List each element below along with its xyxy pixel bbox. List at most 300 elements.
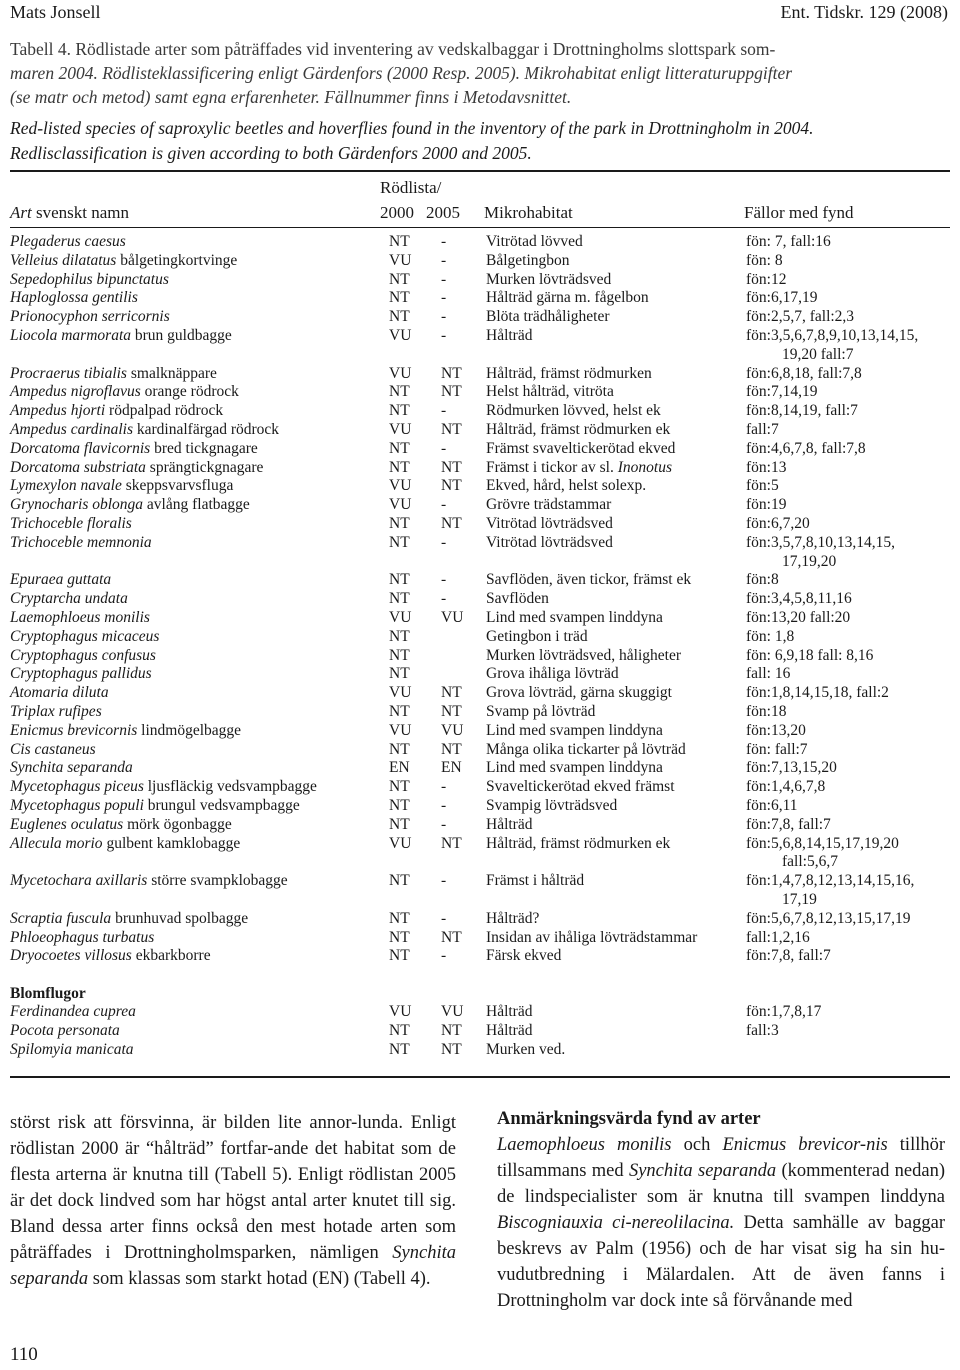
redlist-2005-cell: EN bbox=[441, 759, 462, 777]
redlist-2005-cell: NT bbox=[441, 703, 462, 720]
species-scientific-name: Ampedus hjorti bbox=[10, 402, 106, 420]
traps-cell: fön:3,4,5,8,11,16 bbox=[746, 590, 852, 608]
species-scientific-name: Dorcatoma substriata bbox=[10, 458, 146, 476]
microhabitat-cell bbox=[486, 382, 614, 401]
species-cell bbox=[10, 458, 263, 477]
traps-cell: fön:7,14,19 bbox=[746, 383, 818, 401]
species-swedish-name: bred tickgnagare bbox=[150, 439, 258, 457]
redlist-2005-cell: - bbox=[441, 402, 447, 420]
redlist-2005-cell: - bbox=[441, 778, 447, 796]
microhabitat-cell bbox=[486, 495, 611, 514]
microhabitat-cell bbox=[486, 608, 663, 627]
traps-cell: fön:19 bbox=[746, 496, 787, 514]
species-cell bbox=[10, 364, 217, 383]
microhabitat-cell bbox=[486, 777, 675, 796]
microhabitat-text: Många olika tickarter på lövträd bbox=[486, 740, 686, 758]
redlist-2005-cell: - bbox=[441, 872, 447, 890]
section-blomflugor: Blomflugor bbox=[10, 985, 86, 1002]
microhabitat-text: Getingbon i träd bbox=[486, 627, 588, 645]
table-row bbox=[10, 270, 950, 289]
traps-cell: fön:18 bbox=[746, 703, 787, 720]
microhabitat-text: Bålgetingbon bbox=[486, 251, 570, 269]
redlist-2000-cell: VU bbox=[389, 421, 412, 438]
microhabitat-cell bbox=[486, 702, 595, 721]
body-right-heading: Anmärkningsvärda fynd av arter bbox=[497, 1109, 761, 1129]
microhabitat-cell bbox=[486, 1021, 532, 1040]
species-swedish-name: större svampklobagge bbox=[147, 872, 288, 890]
redlist-2000-cell: NT bbox=[389, 909, 410, 927]
microhabitat-cell bbox=[486, 871, 584, 890]
table-head-2000: 2000 bbox=[380, 203, 414, 222]
microhabitat-text: Svamp på lövträd bbox=[486, 703, 596, 720]
traps-cell: fön:6,7,20 bbox=[746, 515, 810, 532]
redlist-2000-cell: VU bbox=[389, 496, 412, 514]
page-number: 110 bbox=[10, 1344, 38, 1365]
species-scientific-name: Scraptia fuscula bbox=[10, 909, 112, 927]
microhabitat-text: Hålträd bbox=[486, 1021, 533, 1039]
species-scientific-name: Atomaria diluta bbox=[10, 684, 109, 702]
species-scientific-name: Dorcatoma flavicornis bbox=[10, 439, 151, 457]
table-top-rule bbox=[10, 170, 950, 172]
table-row bbox=[10, 758, 950, 777]
redlist-2000-cell: VU bbox=[389, 1003, 412, 1020]
traps-cell: fön: 8 bbox=[746, 251, 783, 269]
redlist-2005-cell: - bbox=[441, 947, 447, 965]
species-cell bbox=[10, 232, 126, 251]
traps-cell: fön:8,14,19, fall:7 bbox=[746, 402, 858, 420]
redlist-2000-cell: VU bbox=[389, 364, 412, 382]
microhabitat-cell bbox=[486, 288, 649, 307]
microhabitat-text: Ekved, hård, helst solexp. bbox=[486, 477, 647, 495]
microhabitat-cell bbox=[486, 928, 697, 947]
table-row bbox=[10, 664, 950, 683]
table-row bbox=[10, 946, 950, 965]
microhabitat-cell bbox=[486, 307, 610, 326]
microhabitat-cell bbox=[486, 326, 532, 345]
species-cell bbox=[10, 251, 237, 270]
redlist-2000-cell: NT bbox=[389, 815, 410, 833]
species-scientific-name: Velleius dilatatus bbox=[10, 251, 117, 269]
microhabitat-cell bbox=[486, 270, 611, 289]
traps-cell: fön:8 bbox=[746, 571, 779, 589]
species-cell bbox=[10, 646, 156, 665]
traps-cell: fall:7 bbox=[746, 421, 779, 438]
microhabitat-text: Hålträd? bbox=[486, 909, 540, 927]
species-cell bbox=[10, 1002, 136, 1021]
table-row bbox=[10, 589, 950, 608]
redlist-2005-cell: NT bbox=[441, 1021, 462, 1039]
redlist-2005-cell: NT bbox=[441, 515, 462, 532]
redlist-2005-cell: - bbox=[441, 308, 447, 326]
species-scientific-name: Trichoceble memnonia bbox=[10, 533, 152, 551]
microhabitat-cell bbox=[486, 570, 691, 589]
species-scientific-name: Cryptophagus pallidus bbox=[10, 665, 152, 683]
species-scientific-name: Lymexylon navale bbox=[10, 477, 122, 495]
species-cell bbox=[10, 627, 159, 646]
table-row bbox=[10, 1040, 950, 1059]
traps-cell: fön:7,13,15,20 bbox=[746, 759, 837, 777]
redlist-2005-cell: - bbox=[441, 496, 447, 514]
redlist-2000-cell: VU bbox=[389, 477, 412, 495]
table-row bbox=[10, 307, 950, 326]
microhabitat-cell bbox=[486, 1040, 565, 1059]
redlist-2000-cell: NT bbox=[389, 928, 410, 946]
species-scientific-name: Cryptophagus confusus bbox=[10, 646, 156, 664]
table-row bbox=[10, 439, 950, 458]
redlist-2005-cell: NT bbox=[441, 383, 462, 401]
microhabitat-text: Hålträd gärna m. fågelbon bbox=[486, 289, 649, 307]
species-scientific-name: Sepedophilus bipunctatus bbox=[10, 270, 169, 288]
redlist-2000-cell: NT bbox=[389, 646, 410, 664]
species-swedish-name: brunhuvad spolbagge bbox=[111, 909, 249, 927]
redlist-2000-cell: VU bbox=[389, 684, 412, 702]
species-swedish-name: orange rödrock bbox=[140, 383, 239, 401]
microhabitat-cell bbox=[486, 251, 570, 270]
microhabitat-cell bbox=[486, 420, 670, 439]
traps-cell-continued: 17,19,20 bbox=[782, 552, 837, 570]
species-cell bbox=[10, 871, 288, 890]
microhabitat-text: Lind med svampen linddyna bbox=[486, 759, 663, 777]
redlist-2005-cell: NT bbox=[441, 928, 462, 946]
table-row bbox=[10, 495, 950, 514]
microhabitat-text: Främst i hålträd bbox=[486, 872, 585, 890]
redlist-2005-cell: - bbox=[441, 815, 447, 833]
microhabitat-text: Hålträd bbox=[486, 815, 533, 833]
table-row bbox=[10, 458, 950, 477]
microhabitat-text: Helst hålträd, vitröta bbox=[486, 383, 614, 401]
caption-sv-line-3: (se matr och metod) samt egna erfarenheter. Fällnummer finns i Metodavsnittet. bbox=[10, 87, 572, 107]
traps-cell: fön:5,6,8,14,15,17,19,20 bbox=[746, 834, 899, 852]
microhabitat-text: Savflöden bbox=[486, 590, 549, 608]
species-cell bbox=[10, 683, 109, 702]
microhabitat-text: Hålträd bbox=[486, 1003, 533, 1020]
microhabitat-cell bbox=[486, 909, 539, 928]
redlist-2005-cell: NT bbox=[441, 364, 462, 382]
traps-cell: fön:7,8, fall:7 bbox=[746, 815, 831, 833]
redlist-2000-cell: NT bbox=[389, 665, 410, 683]
caption-en-line-1: Red-listed species of saproxylic beetles and hoverflies found in the inventory of the park in Drottningholm in 2004. bbox=[10, 118, 814, 138]
species-scientific-name: Cryptarcha undata bbox=[10, 590, 128, 608]
redlist-2005-cell: - bbox=[441, 233, 447, 250]
table-head-art: Art svenskt namn bbox=[10, 203, 130, 222]
species-cell bbox=[10, 514, 132, 533]
table-bottom-rule bbox=[10, 1076, 950, 1078]
microhabitat-cell bbox=[486, 627, 588, 646]
traps-cell: fön:1,8,14,15,18, fall:2 bbox=[746, 684, 889, 702]
species-cell bbox=[10, 664, 152, 683]
redlist-2000-cell: NT bbox=[389, 590, 410, 608]
redlist-2005-cell: VU bbox=[441, 1003, 464, 1020]
redlist-2005-cell: - bbox=[441, 590, 447, 608]
traps-cell-continued: fall:5,6,7 bbox=[782, 853, 838, 871]
species-swedish-name: brun guldbagge bbox=[131, 327, 232, 344]
species-scientific-name: Mycetophagus populi bbox=[10, 797, 144, 814]
table-row bbox=[10, 721, 950, 740]
table-row bbox=[10, 533, 950, 552]
traps-cell-continued: 17,19 bbox=[782, 891, 817, 908]
species-scientific-name: Ampedus cardinalis bbox=[10, 421, 133, 438]
traps-cell: fön: 7, fall:16 bbox=[746, 233, 831, 250]
redlist-2005-cell: NT bbox=[441, 421, 462, 438]
redlist-2005-cell: NT bbox=[441, 477, 462, 495]
microhabitat-cell bbox=[486, 476, 646, 495]
redlist-2005-cell: - bbox=[441, 533, 447, 551]
running-header-journal: Ent. Tidskr. 129 (2008) bbox=[780, 2, 948, 22]
species-scientific-name: Euglenes oculatus bbox=[10, 815, 124, 833]
traps-cell: fön:13,20 fall:20 bbox=[746, 609, 851, 626]
redlist-2005-cell: - bbox=[441, 797, 447, 814]
species-scientific-name: Synchita separanda bbox=[10, 759, 133, 777]
table-row bbox=[10, 326, 950, 345]
traps-cell: fön:6,8,18, fall:7,8 bbox=[746, 364, 862, 382]
traps-cell: fall:3 bbox=[746, 1021, 779, 1039]
species-scientific-name: Cryptophagus micaceus bbox=[10, 627, 160, 645]
species-swedish-name: gulbent kamklobagge bbox=[102, 834, 241, 852]
table-row bbox=[10, 514, 950, 533]
microhabitat-text: Rödmurken lövved, helst ek bbox=[486, 402, 661, 420]
redlist-2005-cell: - bbox=[441, 439, 447, 457]
microhabitat-text: Lind med svampen linddyna bbox=[486, 609, 663, 626]
species-scientific-name: Ferdinandea cuprea bbox=[10, 1003, 136, 1020]
table-head-rodlista: Rödlista/ bbox=[380, 178, 442, 197]
table-row bbox=[10, 702, 950, 721]
microhabitat-text: Hålträd, främst rödmurken ek bbox=[486, 421, 671, 438]
species-swedish-name: mörk ögonbagge bbox=[123, 815, 232, 833]
table-row-continuation bbox=[10, 345, 950, 364]
traps-cell: fön:1,4,7,8,12,13,14,15,16, bbox=[746, 872, 915, 890]
species-cell bbox=[10, 570, 111, 589]
microhabitat-cell bbox=[486, 664, 619, 683]
species-cell bbox=[10, 533, 152, 552]
redlist-2000-cell: NT bbox=[389, 1021, 410, 1039]
table-row bbox=[10, 646, 950, 665]
redlist-2000-cell: NT bbox=[389, 627, 410, 645]
redlist-2000-cell: VU bbox=[389, 251, 412, 269]
species-scientific-name: Laemophloeus monilis bbox=[10, 609, 150, 626]
microhabitat-text: Savflöden, även tickor, främst ek bbox=[486, 571, 692, 589]
microhabitat-text: Grova lövträd, gärna skuggigt bbox=[486, 684, 672, 702]
microhabitat-text: Grövre trädstammar bbox=[486, 496, 612, 514]
species-scientific-name: Plegaderus caesus bbox=[10, 233, 126, 250]
redlist-2005-cell: - bbox=[441, 327, 447, 344]
traps-cell: fön:5,6,7,8,12,13,15,17,19 bbox=[746, 909, 911, 927]
species-cell bbox=[10, 288, 138, 307]
species-cell bbox=[10, 815, 232, 834]
species-cell bbox=[10, 270, 169, 289]
microhabitat-cell bbox=[486, 946, 561, 965]
species-swedish-name: ekbarkborre bbox=[131, 947, 211, 965]
traps-cell-continued: 19,20 fall:7 bbox=[782, 345, 854, 363]
microhabitat-text: Svaveltickerötad ekved främst bbox=[486, 778, 675, 796]
traps-cell: fön: 6,9,18 fall: 8,16 bbox=[746, 646, 874, 664]
microhabitat-text: Grova ihåliga lövträd bbox=[486, 665, 619, 683]
redlist-2000-cell: NT bbox=[389, 308, 410, 326]
redlist-2000-cell: VU bbox=[389, 721, 412, 739]
species-cell bbox=[10, 326, 232, 345]
redlist-2000-cell: NT bbox=[389, 515, 410, 532]
microhabitat-cell bbox=[486, 401, 661, 420]
species-swedish-name: rödpalpad rödrock bbox=[105, 402, 224, 420]
redlist-2005-cell: NT bbox=[441, 1040, 462, 1058]
redlist-2000-cell: NT bbox=[389, 1040, 410, 1058]
species-cell bbox=[10, 1021, 120, 1040]
species-scientific-name: Haploglossa gentilis bbox=[10, 289, 138, 307]
species-cell bbox=[10, 476, 233, 495]
traps-cell: fön:4,6,7,8, fall:7,8 bbox=[746, 439, 866, 457]
traps-cell: fön:1,4,6,7,8 bbox=[746, 778, 826, 796]
species-scientific-name: Prionocyphon serricornis bbox=[10, 308, 170, 326]
species-scientific-name: Pocota personata bbox=[10, 1021, 120, 1039]
table-row bbox=[10, 364, 950, 383]
microhabitat-text: Murken lövträdsved bbox=[486, 270, 612, 288]
caption-en-line-2: Redlisclassification is given according to both Gärdenfors 2000 and 2005. bbox=[10, 143, 532, 163]
redlist-2000-cell: VU bbox=[389, 834, 412, 852]
species-scientific-name: Trichoceble floralis bbox=[10, 515, 132, 532]
species-cell bbox=[10, 608, 150, 627]
body-right-paragraph: Laemophloeus monilis och Enicmus brevicor-nis tillhör tillsammans med Synchita separanda (kommenterad nedan) de lindspecialister som är knutna till svampen linddyna Biscogniauxia ci-nereolilacina. Detta samhälle av baggar beskrevs av Palm (1956) och de har visat sig ha sin hu-vudutbredning i Mälardalen. Att de även fanns i Drottningholm var dock inte så förvånande med bbox=[497, 1135, 946, 1311]
microhabitat-text: Murken lövträdsved, håligheter bbox=[486, 646, 681, 664]
species-cell bbox=[10, 928, 154, 947]
microhabitat-cell bbox=[486, 834, 670, 853]
traps-cell: fön:6,11 bbox=[746, 797, 798, 814]
table-row bbox=[10, 476, 950, 495]
redlist-2000-cell: VU bbox=[389, 609, 412, 626]
table-row bbox=[10, 1002, 950, 1021]
redlist-2005-cell: - bbox=[441, 270, 447, 288]
species-cell bbox=[10, 401, 223, 420]
species-cell bbox=[10, 740, 96, 759]
redlist-2005-cell: VU bbox=[441, 609, 464, 626]
microhabitat-text: Lind med svampen linddyna bbox=[486, 721, 663, 739]
table-row bbox=[10, 420, 950, 439]
table-row bbox=[10, 777, 950, 796]
table-row bbox=[10, 288, 950, 307]
microhabitat-genus: Inonotus bbox=[617, 458, 672, 476]
microhabitat-text: Blöta trädhåligheter bbox=[486, 308, 610, 326]
table-row-continuation bbox=[10, 852, 950, 871]
redlist-2005-cell: - bbox=[441, 289, 447, 307]
redlist-2000-cell: NT bbox=[389, 778, 410, 796]
redlist-2000-cell: NT bbox=[389, 703, 410, 720]
microhabitat-text: Insidan av ihåliga lövträdstammar bbox=[486, 928, 698, 946]
traps-cell: fön:5 bbox=[746, 477, 779, 495]
redlist-2000-cell: VU bbox=[389, 327, 412, 344]
redlist-2005-cell: - bbox=[441, 909, 447, 927]
redlist-2000-cell: NT bbox=[389, 270, 410, 288]
redlist-2000-cell: NT bbox=[389, 383, 410, 401]
table-row bbox=[10, 401, 950, 420]
species-cell bbox=[10, 909, 248, 928]
microhabitat-text: Färsk ekved bbox=[486, 947, 562, 965]
redlist-2005-cell: NT bbox=[441, 684, 462, 702]
species-cell bbox=[10, 589, 128, 608]
microhabitat-text: Svampig lövträdsved bbox=[486, 797, 618, 814]
microhabitat-cell bbox=[486, 364, 652, 383]
traps-cell: fön:12 bbox=[746, 270, 787, 288]
table-row bbox=[10, 909, 950, 928]
traps-cell: fall:1,2,16 bbox=[746, 928, 810, 946]
microhabitat-cell bbox=[486, 721, 663, 740]
table-row bbox=[10, 382, 950, 401]
table-row bbox=[10, 608, 950, 627]
species-cell bbox=[10, 777, 317, 796]
redlist-2000-cell: NT bbox=[389, 571, 410, 589]
microhabitat-text: Främst i tickor av sl. bbox=[486, 458, 618, 476]
redlist-2000-cell: NT bbox=[389, 947, 410, 965]
traps-cell: fön:1,7,8,17 bbox=[746, 1003, 822, 1020]
table-row-continuation bbox=[10, 552, 950, 571]
species-cell bbox=[10, 307, 170, 326]
species-scientific-name: Procraerus tibialis bbox=[10, 364, 127, 382]
microhabitat-text: Vitrötad lövträdsved bbox=[486, 515, 613, 532]
microhabitat-cell bbox=[486, 1002, 532, 1021]
species-cell bbox=[10, 1040, 134, 1059]
traps-cell: fall: 16 bbox=[746, 665, 791, 683]
microhabitat-cell bbox=[486, 514, 613, 533]
species-scientific-name: Ampedus nigroflavus bbox=[10, 383, 141, 401]
species-cell bbox=[10, 382, 239, 401]
microhabitat-cell bbox=[486, 533, 613, 552]
species-cell bbox=[10, 758, 133, 777]
species-cell bbox=[10, 796, 300, 815]
species-scientific-name: Enicmus brevicornis bbox=[10, 721, 138, 739]
species-cell bbox=[10, 834, 240, 853]
species-swedish-name: ljusfläckig vedsvampbagge bbox=[143, 778, 317, 796]
microhabitat-cell bbox=[486, 758, 663, 777]
redlist-2005-cell: - bbox=[441, 571, 447, 589]
table-row bbox=[10, 251, 950, 270]
table-row bbox=[10, 740, 950, 759]
species-cell bbox=[10, 946, 211, 965]
table-row bbox=[10, 815, 950, 834]
table-row bbox=[10, 796, 950, 815]
redlist-2000-cell: NT bbox=[389, 402, 410, 420]
traps-cell: fön: 1,8 bbox=[746, 627, 795, 645]
table-row bbox=[10, 627, 950, 646]
body-column-left bbox=[10, 1110, 456, 1292]
species-scientific-name: Liocola marmorata bbox=[10, 327, 131, 344]
redlist-2005-cell: VU bbox=[441, 721, 464, 739]
species-scientific-name: Grynocharis oblonga bbox=[10, 496, 144, 514]
redlist-2000-cell: NT bbox=[389, 533, 410, 551]
species-swedish-name: lindmögelbagge bbox=[137, 721, 242, 739]
species-swedish-name: kardinalfärgad rödrock bbox=[133, 421, 280, 438]
species-swedish-name: brungul vedsvampbagge bbox=[143, 797, 300, 814]
body-column-right bbox=[497, 1106, 945, 1314]
traps-cell: fön:13 bbox=[746, 458, 787, 476]
species-scientific-name: Mycetochara axillaris bbox=[10, 872, 148, 890]
microhabitat-text: Murken ved. bbox=[486, 1040, 566, 1058]
redlist-2000-cell: NT bbox=[389, 439, 410, 457]
table-head-2005: 2005 bbox=[426, 203, 460, 222]
caption-sv-line-2: maren 2004. Rödlisteklassificering enligt Gärdenfors (2000 Resp. 2005). Mikrohabitat enligt litteraturuppgifter bbox=[10, 63, 793, 83]
species-cell bbox=[10, 495, 250, 514]
traps-cell: fön: fall:7 bbox=[746, 740, 808, 758]
table-row bbox=[10, 683, 950, 702]
redlist-2005-cell: NT bbox=[441, 834, 462, 852]
redlist-2000-cell: NT bbox=[389, 458, 410, 476]
table-head-mikrohabitat: Mikrohabitat bbox=[484, 203, 573, 222]
species-scientific-name: Triplax rufipes bbox=[10, 703, 102, 720]
species-scientific-name: Dryocoetes villosus bbox=[10, 947, 132, 965]
species-cell bbox=[10, 420, 279, 439]
redlist-2000-cell: NT bbox=[389, 740, 410, 758]
table-row-continuation bbox=[10, 890, 950, 909]
microhabitat-cell bbox=[486, 796, 617, 815]
traps-cell: fön:7,8, fall:7 bbox=[746, 947, 831, 965]
traps-cell: fön:13,20 bbox=[746, 721, 806, 739]
species-cell bbox=[10, 721, 241, 740]
